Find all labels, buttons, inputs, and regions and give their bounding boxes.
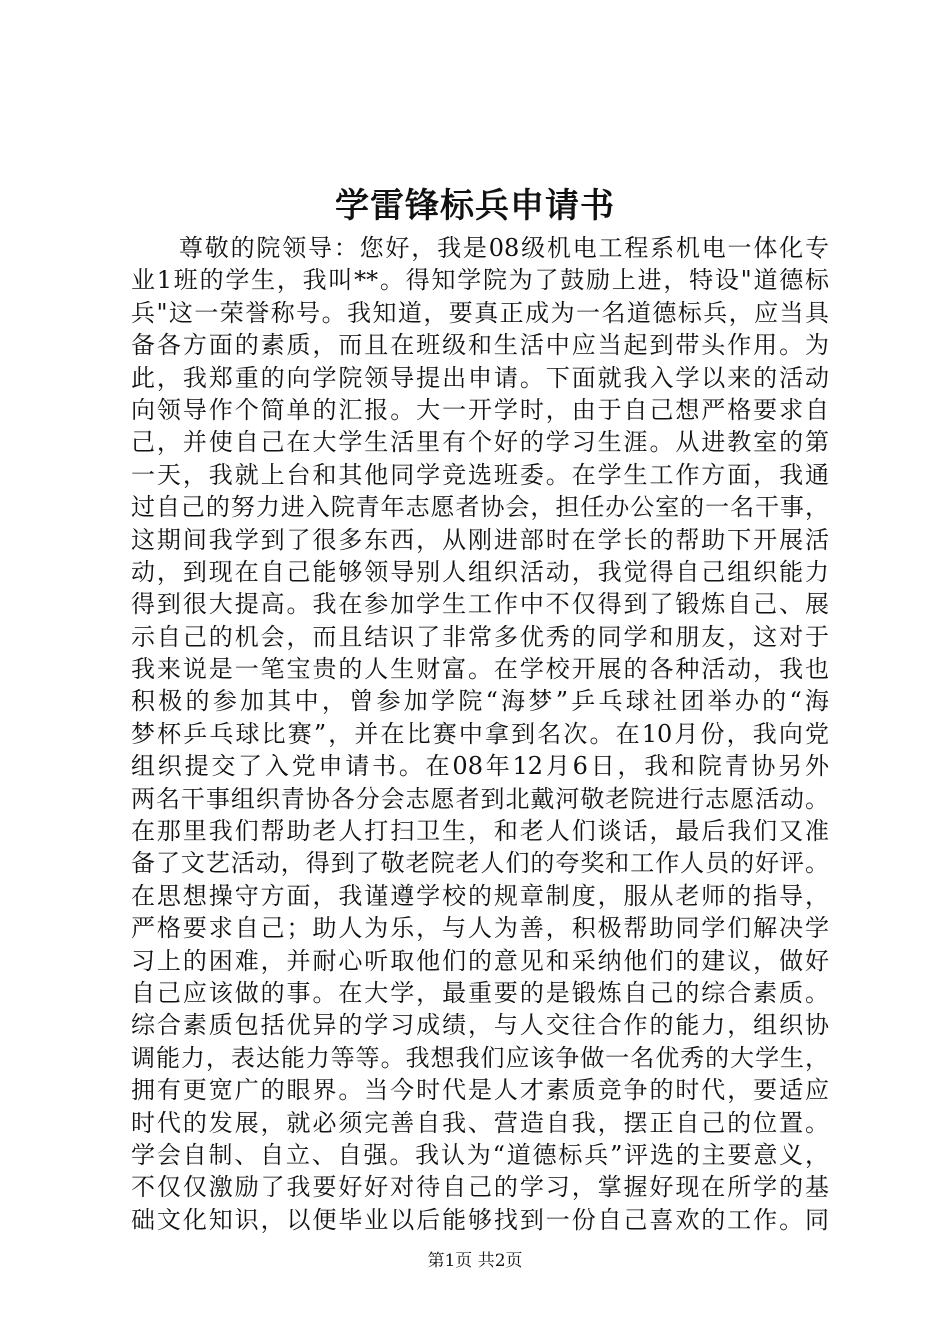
body-line: 尊敬的院领导：您好，我是08级机电工程系机电一体化专 [179, 234, 829, 262]
body-line: 兵"这一荣誉称号。我知道，要真正成为一名道德标兵，应当具 [131, 298, 829, 327]
body-line: 业1班的学生，我叫**。得知学院为了鼓励上进，特设"道德标 [131, 266, 829, 295]
body-line: 习上的困难，并耐心听取他们的意见和采纳他们的建议，做好 [131, 946, 829, 975]
body-line: 在那里我们帮助老人打扫卫生，和老人们谈话，最后我们又准 [131, 817, 829, 846]
body-line: 不仅仅激励了我要好好对待自己的学习，掌握好现在所学的基 [131, 1173, 829, 1202]
body-line: 动，到现在自己能够领导别人组织活动，我觉得自己组织能力 [131, 557, 829, 586]
body-line: 学会自制、自立、自强。我认为“道德标兵”评选的主要意义， [131, 1140, 829, 1169]
body-line: 综合素质包括优异的学习成绩，与人交往合作的能力，组织协 [131, 1011, 829, 1040]
body-line: 得到很大提高。我在参加学生工作中不仅得到了锻炼自己、展 [131, 590, 829, 619]
body-line: 梦杯乒乓球比赛”，并在比赛中拿到名次。在10月份，我向党 [131, 719, 829, 748]
body-line: 组织提交了入党申请书。在08年12月6日，我和院青协另外 [131, 752, 829, 781]
body-line: 严格要求自己；助人为乐，与人为善，积极帮助同学们解决学 [131, 914, 829, 943]
body-line: 己，并使自己在大学生活里有个好的学习生涯。从进教室的第 [131, 428, 829, 457]
body-line: 两名干事组织青协各分会志愿者到北戴河敬老院进行志愿活动。 [131, 784, 829, 813]
body-line: 一天，我就上台和其他同学竞选班委。在学生工作方面，我通 [131, 460, 829, 489]
body-line: 此，我郑重的向学院领导提出申请。下面就我入学以来的活动 [131, 363, 829, 392]
body-line: 础文化知识，以便毕业以后能够找到一份自己喜欢的工作。同 [131, 1205, 829, 1234]
body-line: 备各方面的素质，而且在班级和生活中应当起到带头作用。为 [131, 331, 829, 360]
body-line: 时代的发展，就必须完善自我、营造自我，摆正自己的位置。 [131, 1108, 829, 1137]
body-line: 积极的参加其中，曾参加学院“海梦”乒乓球社团举办的“海 [131, 687, 829, 716]
body-text [131, 232, 829, 1236]
body-line: 自己应该做的事。在大学，最重要的是锻炼自己的综合素质。 [131, 978, 829, 1007]
body-line: 在思想操守方面，我谨遵学校的规章制度，服从老师的指导， [131, 881, 829, 910]
body-line: 备了文艺活动，得到了敬老院老人们的夸奖和工作人员的好评。 [131, 849, 829, 878]
body-line: 我来说是一笔宝贵的人生财富。在学校开展的各种活动，我也 [131, 655, 829, 684]
body-line: 示自己的机会，而且结识了非常多优秀的同学和朋友，这对于 [131, 622, 829, 651]
page-title: 学雷锋标兵申请书 [335, 186, 615, 226]
body-line: 这期间我学到了很多东西，从刚进部时在学长的帮助下开展活 [131, 525, 829, 554]
page-number-footer: 第1页 共2页 [427, 1251, 523, 1271]
body-line: 拥有更宽广的眼界。当今时代是人才素质竞争的时代，要适应 [131, 1076, 829, 1105]
body-line: 向领导作个简单的汇报。大一开学时，由于自己想严格要求自 [131, 395, 829, 424]
body-line: 调能力，表达能力等等。我想我们应该争做一名优秀的大学生， [131, 1043, 829, 1072]
body-line: 过自己的努力进入院青年志愿者协会，担任办公室的一名干事， [131, 493, 829, 522]
